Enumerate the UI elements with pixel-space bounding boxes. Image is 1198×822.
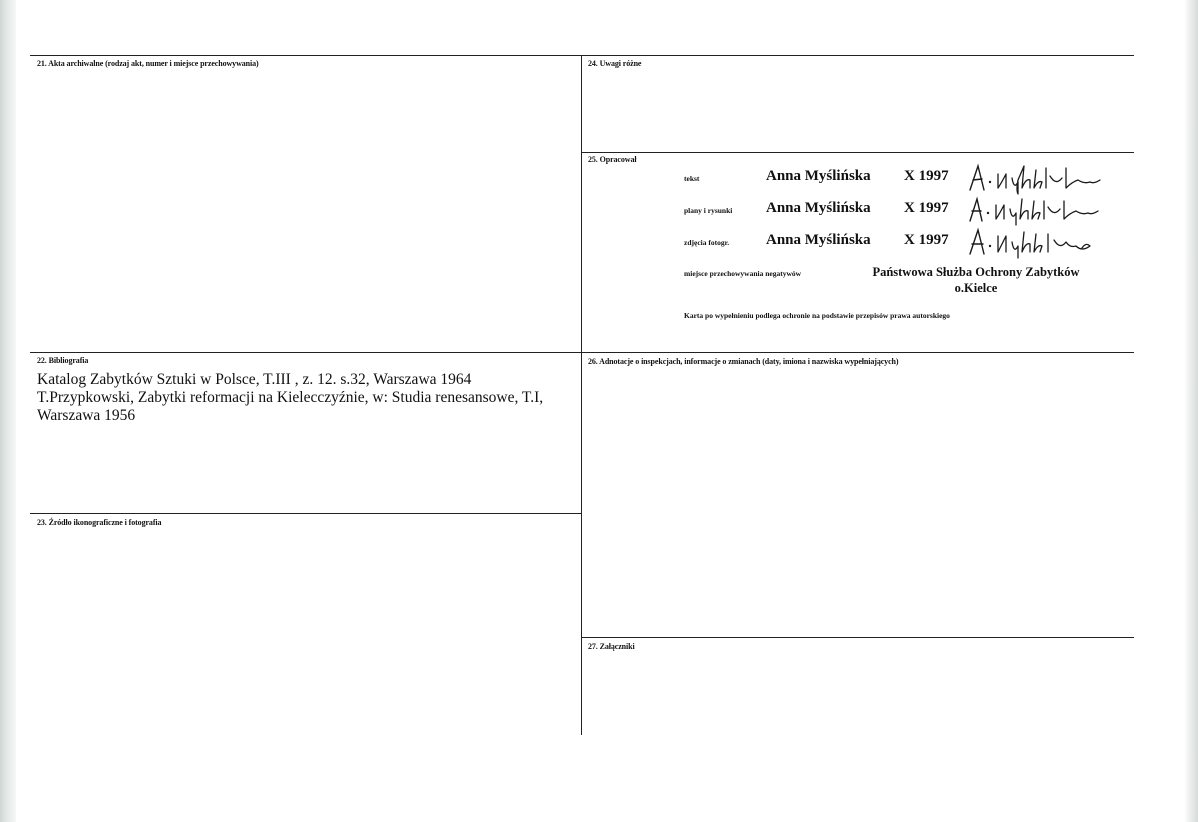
rule-25-26 (581, 352, 1134, 353)
author-name: Anna Myślińska (766, 232, 871, 248)
scan-edge-right (1184, 0, 1198, 822)
rule-21-22 (30, 352, 581, 353)
negatives-place (856, 264, 1096, 296)
role-label-photos: zdjęcia fotogr. (684, 238, 730, 247)
rule-24-25 (581, 152, 1134, 153)
bibliography-entry: Katalog Zabytków Sztuki w Polsce, T.III , z. 12. s.32, Warszawa 1964 (37, 371, 472, 388)
author-date: X 1997 (904, 200, 949, 216)
author-name: Anna Myślińska (766, 200, 871, 216)
scan-edge-left (0, 0, 16, 822)
section-26-label: 26. Adnotacje o inspekcjach, informacje o zmianach (daty, imiona i nazwiska wypełniających) (588, 357, 899, 366)
author-name: Anna Myślińska (766, 168, 871, 184)
author-date: X 1997 (904, 232, 949, 248)
role-label-drawings: plany i rysunki (684, 206, 733, 215)
copyright-note: Karta po wypełnieniu podlega ochronie na podstawie przepisów prawa autorskiego (684, 311, 950, 320)
top-rule (30, 55, 1134, 56)
signature (966, 224, 1106, 260)
section-27-label: 27. Załączniki (588, 642, 635, 651)
role-label-text: tekst (684, 174, 700, 183)
section-22-label: 22. Bibliografia (37, 356, 89, 365)
negatives-label: miejsce przechowywania negatywów (684, 269, 802, 278)
signature (966, 160, 1106, 196)
bibliography-text (37, 371, 577, 425)
signature (966, 193, 1106, 227)
negatives-branch: o.Kielce (954, 281, 998, 295)
rule-26-27 (581, 637, 1134, 638)
section-23-label: 23. Źródło ikonograficzne i fotografia (37, 518, 162, 527)
negatives-institution: Państwowa Służba Ochrony Zabytków (872, 265, 1080, 279)
section-21-label: 21. Akta archiwalne (rodzaj akt, numer i miejsce przechowywania) (37, 59, 259, 68)
section-24-label: 24. Uwagi różne (588, 59, 642, 68)
author-date: X 1997 (904, 168, 949, 184)
bibliography-entry: T.Przypkowski, Zabytki reformacji na Kielecczyźnie, w: Studia renesansowe, T.I, Warszawa 1956 (37, 389, 544, 424)
rule-22-23 (30, 513, 581, 514)
center-divider (581, 55, 582, 735)
section-25-label: 25. Opracował (588, 155, 637, 164)
